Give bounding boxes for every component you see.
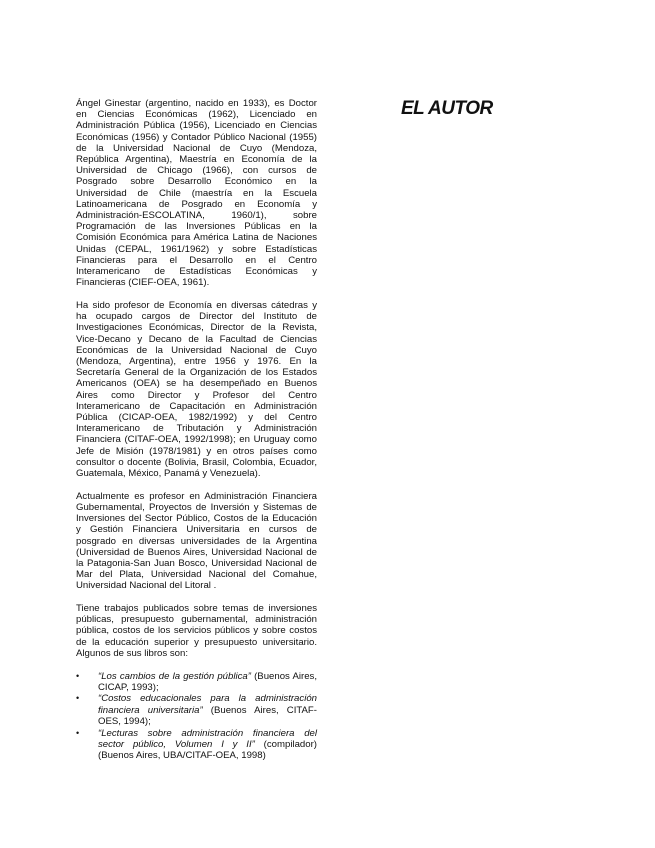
section-title: EL AUTOR: [401, 98, 493, 119]
book-title: “Lecturas sobre administración financiera del sector público, Volumen I y II”: [98, 727, 317, 750]
bullet-icon: •: [76, 727, 80, 738]
bio-paragraph-publications: Tiene trabajos publicados sobre temas de inversiones públicas, presupuesto gubernamental, administración pública, costos de los servicios públicos y sobre costos de la educación superior y presupuesto universitario. Algunos de sus libros son:: [76, 603, 317, 659]
book-details: (Buenos Aires, CICAP, 1993);: [98, 670, 317, 693]
book-list-item: [76, 671, 317, 693]
book-details: (Buenos Aires, CITAF-OES, 1994);: [98, 704, 317, 727]
book-details: (compilador) (Buenos Aires, UBA/CITAF-OEA, 1998): [98, 738, 317, 761]
book-list-item: [76, 728, 317, 762]
bio-paragraph-teaching: Actualmente es profesor en Administración Financiera Gubernamental, Proyectos de Inversión y Sistemas de Inversiones del Sector Público, Costos de la Educación y Gestión Financiera Universitaria en cursos de posgrado en diversas universidades de la Argentina (Universidad de Buenos Aires, Universidad Nacional de la Patagonia-San Juan Bosco, Universidad Nacional de Mar del Plata, Universidad Nacional del Comahue, Universidad Nacional del Litoral .: [76, 490, 317, 592]
book-title: “Costos educacionales para la administración financiera universitaria”: [98, 693, 317, 716]
bullet-icon: •: [76, 693, 80, 704]
book-list: [76, 671, 317, 762]
book-title: “Los cambios de la gestión pública”: [98, 670, 251, 682]
bio-paragraph-education: Ángel Ginestar (argentino, nacido en 1933), es Doctor en Ciencias Económicas (1962), Licenciado en Administración Pública (1956), Licenciado en Ciencias Económicas (1956) y Contador Público Nacional (1955) de la Universidad Nacional de Cuyo (Mendoza, República Argentina), Maestría en Economía de la Universidad de Chicago (1966), con cursos de Posgrado sobre Desarrollo Económico en la Universidad de Chile (maestría en la Escuela Latinoamericana de Posgrado en Economía y Administración-ESCOLATINA, 1960/1), sobre Programación de las Inversiones Públicas en la Comisión Económica para América Latina de Naciones Unidas (CEPAL, 1961/1962) y sobre Estadísticas Financieras para el Desarrollo en el Centro Interamericano de Estadísticas Económicas y Financieras (CIEF-OEA, 1961).: [76, 98, 317, 289]
author-bio: [76, 98, 317, 762]
book-list-item: [76, 693, 317, 727]
bullet-icon: •: [76, 670, 80, 681]
bio-paragraph-career: Ha sido profesor de Economía en diversas cátedras y ha ocupado cargos de Director del Instituto de Investigaciones Económicas, Director de la Revista, Vice-Decano y Decano de la Facultad de Ciencias Económicas de la Universidad Nacional de Cuyo (Mendoza, Argentina), entre 1956 y 1976. En la Secretaría General de la Organización de los Estados Americanos (OEA) se ha desempeñado en Buenos Aires como Director y Profesor del Centro Interamericano de Capacitación en Administración Pública (CICAP-OEA, 1982/1992) y del Centro Interamericano de Tributación y Administración Financiera (CITAF-OEA, 1992/1998); en Uruguay como Jefe de Misión (1978/1981) y en otros países como consultor o docente (Bolivia, Brasil, Colombia, Ecuador, Guatemala, México, Panamá y Venezuela).: [76, 299, 317, 479]
